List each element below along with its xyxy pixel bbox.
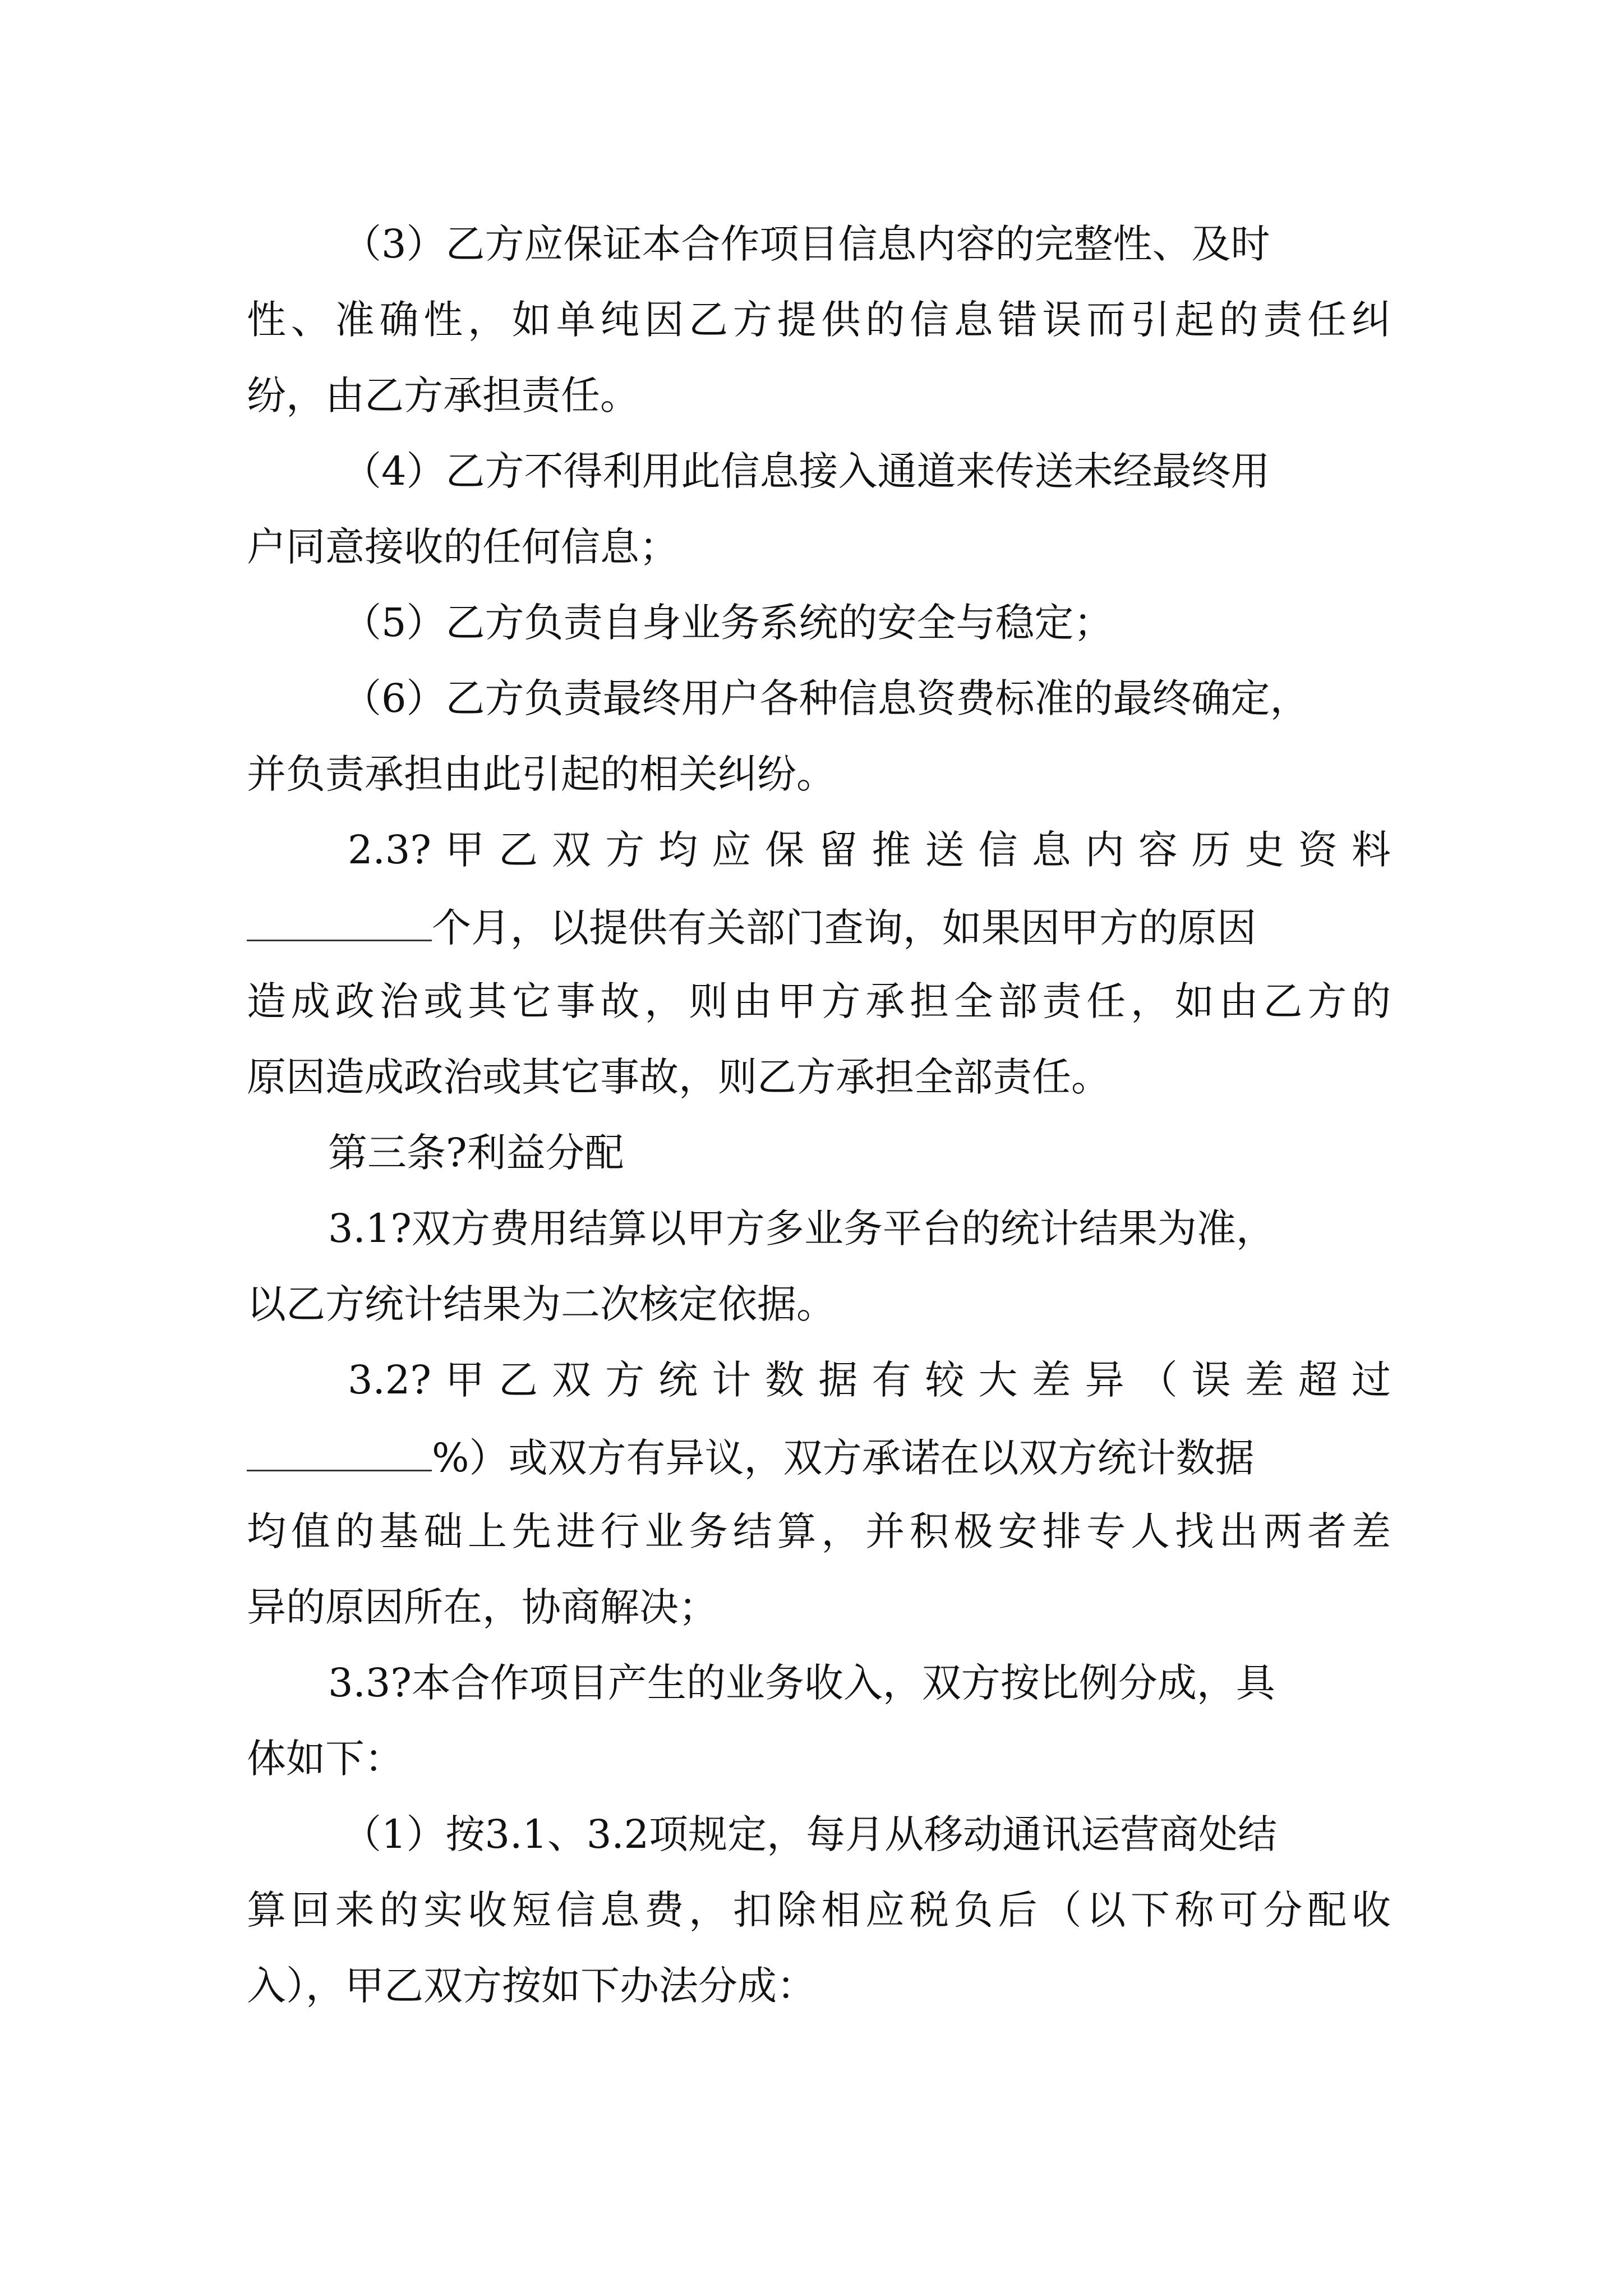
para-3-line-2: 性、准确性，如单纯因乙方提供的信息错误而引起的责任纠 <box>247 297 1391 343</box>
para-3-3-1-line-3: 入），甲乙双方按如下办法分成： <box>247 1963 816 2009</box>
para-2-3-line-4: 原因造成政治或其它事故，则乙方承担全部责任。 <box>247 1054 1110 1100</box>
para-3-3-line-2: 体如下： <box>247 1736 404 1782</box>
para-3-3-line-1: 3.3?本合作项目产生的业务收入，双方按比例分成，具 <box>328 1660 1275 1706</box>
para-2-3-line-1: 2.3?甲乙双方均应保留推送信息内容历史资料 <box>348 827 1391 873</box>
para-4-line-2: 户同意接收的任何信息； <box>247 524 679 570</box>
para-3-line-3: 纷，由乙方承担责任。 <box>247 372 639 418</box>
blank-months <box>247 906 432 941</box>
para-3-2-line-2 <box>247 1435 1391 1481</box>
para-3-1-line-1: 3.1?双方费用结算以甲方多业务平台的统计结果为准， <box>328 1205 1275 1251</box>
blank-percent <box>247 1436 432 1471</box>
para-2-3-line-2 <box>247 905 1391 951</box>
para-3-line-1: （3）乙方应保证本合作项目信息内容的完整性、及时 <box>342 221 1270 267</box>
para-6-line-2: 并负责承担由此引起的相关纠纷。 <box>247 751 836 797</box>
para-3-1-line-2: 以乙方统计结果为二次核定依据。 <box>247 1281 836 1327</box>
para-2-3-line-2-text: 个月，以提供有关部门查询，如果因甲方的原因 <box>432 905 1256 951</box>
para-4-line-1: （4）乙方不得利用此信息接入通道来传送未经最终用 <box>342 448 1270 494</box>
para-3-2-line-2-text: %）或双方有异议，双方承诺在以双方统计数据 <box>432 1435 1255 1481</box>
para-6-line-1: （6）乙方负责最终用户各种信息资费标准的最终确定， <box>342 675 1310 721</box>
para-3-2-line-1: 3.2?甲乙双方统计数据有较大差异（误差超过 <box>348 1357 1391 1403</box>
para-3-2-line-3: 均值的基础上先进行业务结算，并积极安排专人找出两者差 <box>247 1508 1391 1554</box>
article-3-title: 第三条?利益分配 <box>328 1130 624 1176</box>
para-3-3-1-line-1: （1）按3.1、3.2项规定，每月从移动通讯运营商处结 <box>342 1811 1278 1857</box>
para-2-3-line-3: 造成政治或其它事故，则由甲方承担全部责任，如由乙方的 <box>247 978 1391 1024</box>
para-3-2-line-4: 异的原因所在，协商解决； <box>247 1584 718 1630</box>
para-5-line-1: （5）乙方负责自身业务系统的安全与稳定； <box>342 600 1113 646</box>
para-3-3-1-line-2: 算回来的实收短信息费，扣除相应税负后（以下称可分配收 <box>247 1887 1391 1933</box>
